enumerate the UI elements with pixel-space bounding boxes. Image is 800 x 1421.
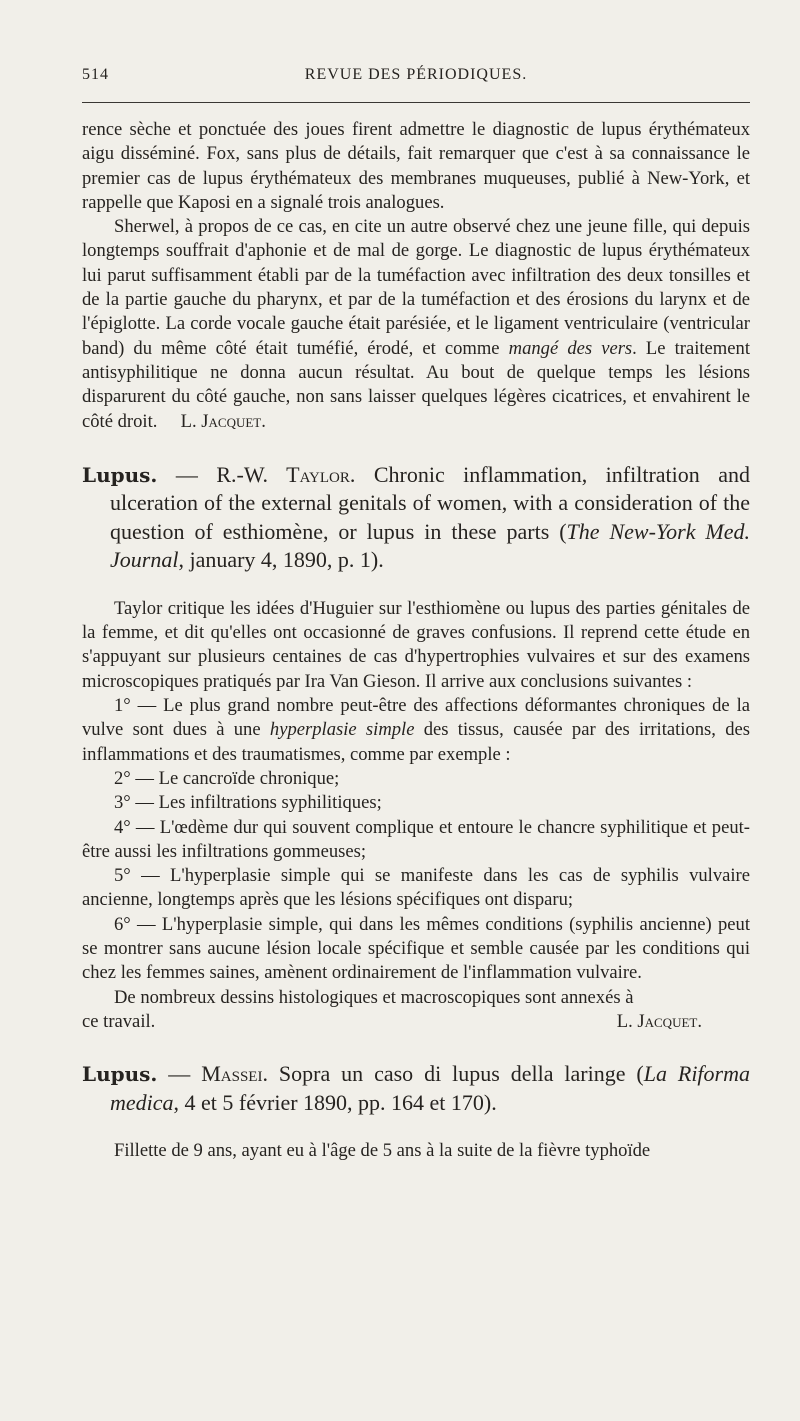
list-item [82, 694, 750, 767]
entry-title-text: Sopra un caso di lupus della laringe ( [267, 1061, 644, 1087]
journal-name: The New-York Med. Journal [110, 518, 750, 573]
spacer [82, 434, 750, 461]
spacer [82, 575, 750, 597]
body-text [82, 118, 750, 1164]
list-item: 3° — Les infiltrations syphilitiques; [114, 792, 382, 814]
text-run: Sherwel, à propos de ce cas, en cite un autre observé chez une jeune fille, qui depuis longtemps souffrait d'aphonie et de mal de gorge. Le diagnostic de lupus érythémateux lui parut suffisamment établi par de la tuméfaction avec infiltration des deux tonsilles et de la partie gauche du pharynx, et par de la tuméfaction et des érosions du larynx et de l'épiglotte. La corde vocale gauche était parésiée, et le ligament ventriculaire (ventricular band) du même côté était tuméfié, érodé, et comme [82, 216, 750, 359]
text-run: 1° — Le plus grand nombre peut-être des affections déformantes chroniques de la vulve sont dues à une [82, 695, 750, 741]
list-item: 2° — Le cancroïde chronique; [114, 767, 340, 789]
emphasis: hyperplasie simple [269, 719, 415, 741]
dash: — [157, 461, 217, 487]
emphasis: mangé des vers [508, 337, 633, 359]
citation: , january 4, 1890, p. 1). [178, 547, 384, 573]
entry-author: Massei. [201, 1061, 268, 1087]
entry-lead: Lupus. [82, 462, 158, 487]
signature-line [82, 1010, 750, 1034]
entry-title-text: Chronic inflammation, infiltration and ulceration of the external genitals of women, with a consideration of the question of esthiomène, or lupus in these parts ( [110, 461, 751, 544]
page-number: 514 [82, 66, 109, 83]
entry-title [82, 461, 750, 575]
paragraph: Taylor critique les idées d'Huguier sur l'esthiomène ou lupus des parties génitales de la femme, et dit qu'elles ont occasionné de graves confusions. Il reprend cette étude en s'appuyant sur plusieurs centaines de cas d'hypertrophies vulvaires et sur des examens microscopiques pratiqués par Ira Van Gieson. Il arrive aux conclusions suivantes : [82, 597, 750, 692]
spacer [82, 1117, 750, 1139]
list-item: 6° — L'hyperplasie simple, qui dans les mêmes conditions (syphilis ancienne) peut se montrer sans aucune lésion locale spécifique et semble causée par les conditions qui chez les femmes saines, amènent ordinairement de l'inflammation vulvaire. [82, 913, 750, 984]
entry-author: R.-W. Taylor. [216, 461, 356, 487]
citation: , 4 et 5 février 1890, pp. 164 et 170). [173, 1089, 497, 1115]
text-run: ce travail. [82, 1010, 156, 1032]
running-title: REVUE DES PÉRIODIQUES. [304, 66, 528, 83]
text-run: . Le traitement antisyphilitique ne donna aucun résultat. Au bout de quelque temps les lésions disparurent du côté gauche, non sans laisser quelques légères cicatrices, et envahirent le côté droit. [82, 337, 750, 432]
signature: L. Jacquet. [616, 1010, 702, 1032]
page-header [82, 66, 750, 90]
text-run: des tissus, causée par des irritations, des inflammations et des traumatismes, comme par exemple : [82, 719, 750, 765]
paragraph: De nombreux dessins histologiques et macroscopiques sont annexés à [114, 986, 634, 1008]
entry-title [82, 1060, 750, 1117]
spacer [82, 1034, 750, 1060]
header-rule [82, 102, 750, 103]
signature: L. Jacquet. [180, 410, 266, 432]
entry-lead: Lupus. [82, 1062, 158, 1087]
paragraph: rence sèche et ponctuée des joues firent admettre le diagnostic de lupus érythémateux aigu disséminé. Fox, sans plus de détails, fait remarquer que c'est à sa connaissance le premier cas de lupus érythémateux des membranes muqueuses, publié à New-York, et rappelle que Kaposi en a signalé trois analogues. [82, 119, 750, 213]
paragraph [82, 215, 750, 434]
list-item: 4° — L'œdème dur qui souvent complique et entoure le chancre syphilitique et peut-être aussi les infiltrations gommeuses; [82, 816, 750, 862]
journal-name: La Riforma medica [110, 1061, 750, 1115]
list-item: 5° — L'hyperplasie simple qui se manifeste dans les cas de syphilis vulvaire ancienne, longtemps après que les lésions spécifiques ont disparu; [82, 865, 750, 911]
paragraph: Fillette de 9 ans, ayant eu à l'âge de 5 ans à la suite de la fièvre typhoïde [114, 1140, 651, 1162]
dash: — [157, 1061, 202, 1087]
